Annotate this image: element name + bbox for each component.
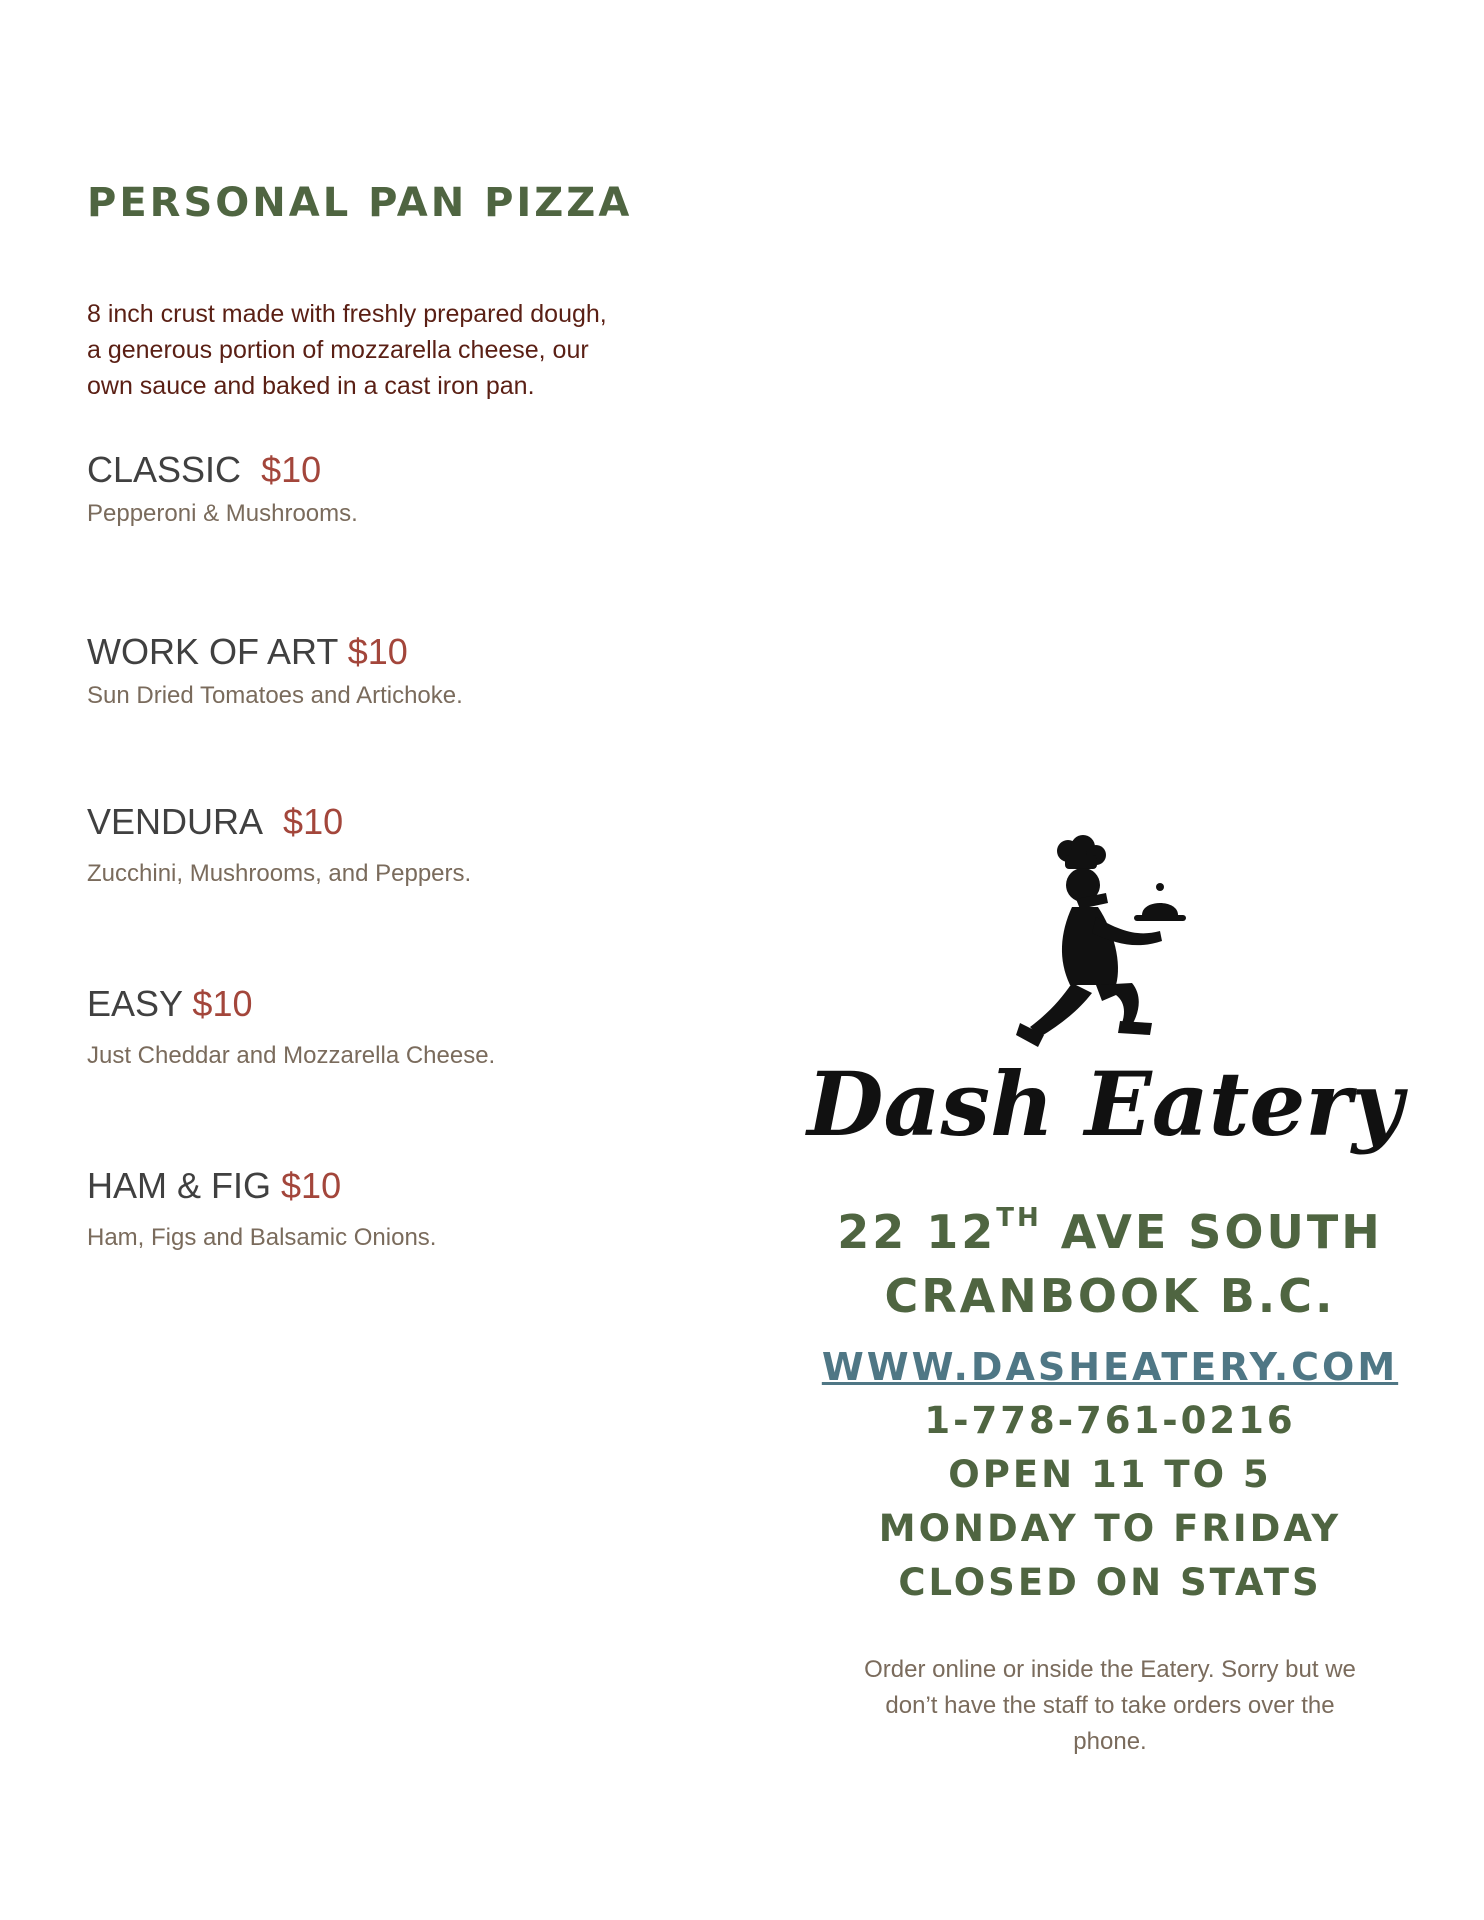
street-address [800,1200,1420,1264]
chef-carrying-cloche-icon [1016,835,1186,1047]
logo-wordmark: Dash Eatery [807,1052,1403,1156]
website-link[interactable]: WWW.DASHEATERY.COM [821,1345,1399,1389]
menu-item-description: Just Cheddar and Mozzarella Cheese. [87,1042,496,1069]
opening-days: MONDAY TO FRIDAY [878,1507,1342,1550]
phone-number: 1-778-761-0216 [924,1399,1296,1442]
menu-item-heading [87,982,737,1026]
menu-item-heading [87,630,737,674]
ordering-note [830,1652,1390,1760]
menu-item-price: $10 [347,631,408,672]
menu-item-price: $10 [281,1165,342,1206]
menu-item-heading [87,800,737,844]
menu-item-name: VENDURA [87,801,264,842]
menu-item-description: Pepperoni & Mushrooms. [87,500,358,527]
opening-hours: OPEN 11 TO 5 [948,1453,1272,1496]
address-number: 22 12 [837,1205,997,1259]
city: CRANBOOK B.C. [884,1269,1336,1323]
menu-description-line: 8 inch crust made with freshly prepared dough, [87,300,607,328]
menu-item-description: Zucchini, Mushrooms, and Peppers. [87,860,472,887]
closed-note: CLOSED ON STATS [898,1561,1322,1604]
menu-item-description: Ham, Figs and Balsamic Onions. [87,1224,437,1251]
menu-item-easy [87,982,737,1072]
address-street: AVE SOUTH [1060,1205,1383,1259]
menu-item-heading [87,448,737,492]
menu-item-vendura [87,800,737,890]
menu-item-price: $10 [261,449,322,490]
ordering-note-line: phone. [1073,1728,1147,1755]
menu-item-description: Sun Dried Tomatoes and Artichoke. [87,682,463,709]
menu-description-line: own sauce and baked in a cast iron pan. [87,372,535,400]
dash-eatery-logo [807,835,1403,1156]
ordering-note-line: don’t have the staff to take orders over the [885,1692,1335,1719]
menu-item-name: HAM & FIG [87,1165,272,1206]
menu-item-classic [87,448,737,530]
menu-item-price: $10 [192,983,253,1024]
contact-info [800,1394,1420,1610]
address-suffix: TH [996,1203,1042,1233]
menu-item-name: WORK OF ART [87,631,338,672]
menu-description-line: a generous portion of mozzarella cheese, our [87,336,589,364]
menu-description [87,296,687,404]
menu-item-heading [87,1164,737,1208]
menu-item-name: CLASSIC [87,449,242,490]
address-block [800,1200,1420,1328]
menu-item-ham-fig [87,1164,737,1254]
menu-item-work-of-art [87,630,737,712]
ordering-note-line: Order online or inside the Eatery. Sorry but we [864,1656,1356,1683]
menu-title: PERSONAL PAN PIZZA [87,180,633,226]
menu-item-name: EASY [87,983,183,1024]
menu-item-price: $10 [283,801,344,842]
